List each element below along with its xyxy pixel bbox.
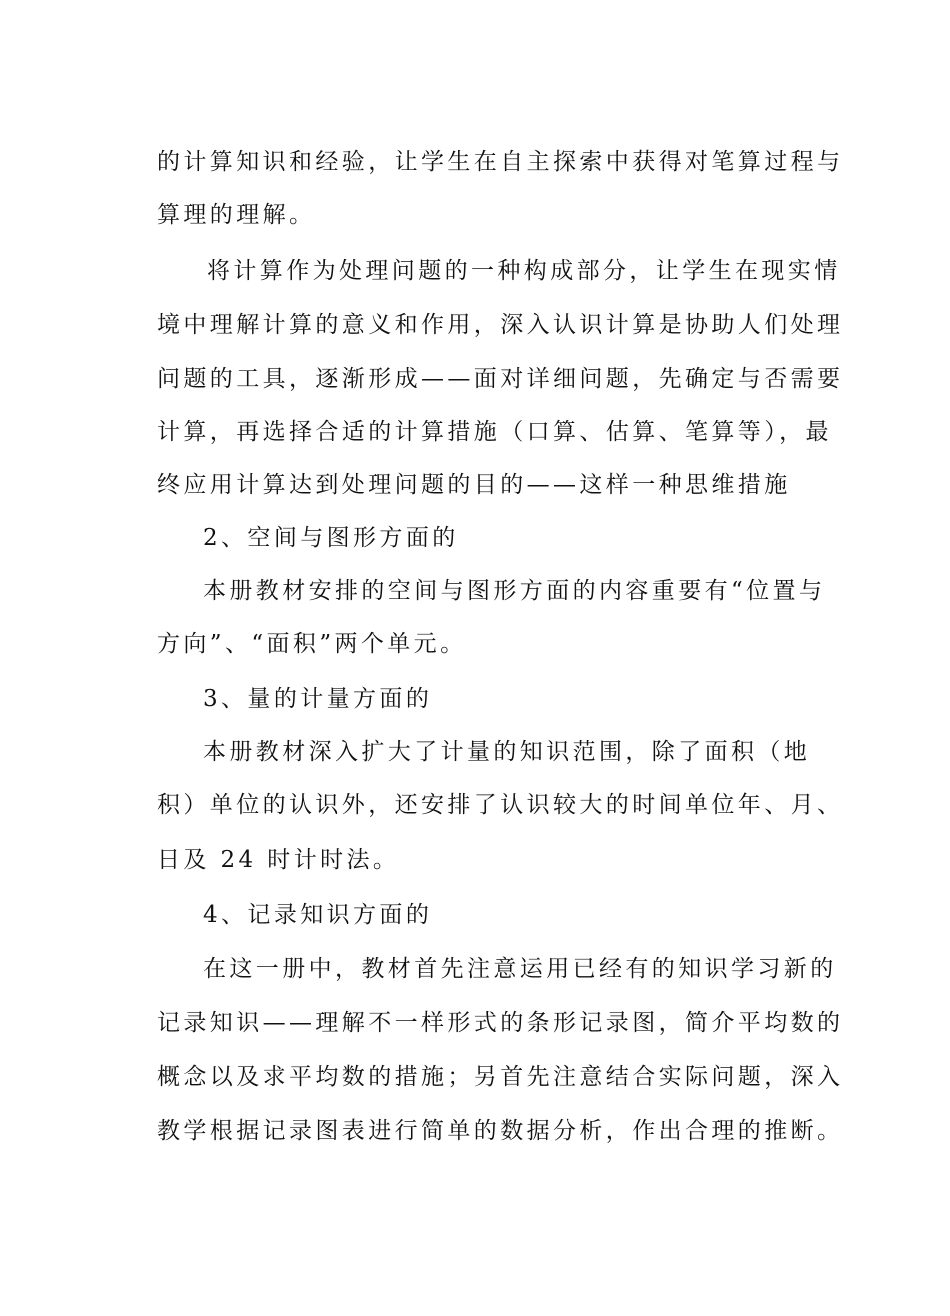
text-line: 方向”、“面积”两个单元。 [157, 631, 467, 657]
section-heading: 2、空间与图形方面的 [203, 525, 459, 551]
paragraph-start: 将计算作为处理问题的一种构成部分，让学生在现实情 [207, 258, 841, 284]
text-line: 概念以及求平均数的措施；另首先注意结合实际问题，深入 [157, 1064, 844, 1090]
text-line: 日及 24 时计时法。 [157, 847, 400, 873]
text-line: 计算，再选择合适的计算措施（口算、估算、笔算等），最 [157, 419, 832, 445]
section-heading: 4、记录知识方面的 [203, 902, 433, 928]
text-line: 的计算知识和经验，让学生在自主探索中获得对笔算过程与 [157, 149, 844, 175]
paragraph-start: 在这一册中，教材首先注意运用已经有的知识学习新的 [203, 956, 837, 982]
text-line: 终应用计算达到处理问题的目的——这样一种思维措施 [157, 472, 791, 498]
paragraph-start: 本册教材安排的空间与图形方面的内容重要有“位置与 [203, 578, 826, 604]
text-line: 问题的工具，逐渐形成——面对详细问题，先确定与否需要 [157, 366, 844, 392]
text-line: 教学根据记录图表进行简单的数据分析，作出合理的推断。 [157, 1118, 844, 1144]
paragraph-start: 本册教材深入扩大了计量的知识范围，除了面积（地 [203, 739, 811, 765]
text-line: 境中理解计算的意义和作用，深入认识计算是协助人们处理 [157, 312, 844, 338]
section-heading: 3、量的计量方面的 [203, 686, 433, 712]
text-line: 积）单位的认识外，还安排了认识较大的时间单位年、月、 [157, 792, 844, 818]
text-line: 记录知识——理解不一样形式的条形记录图，简介平均数的 [157, 1010, 844, 1036]
text-line: 算理的理解。 [157, 202, 316, 228]
